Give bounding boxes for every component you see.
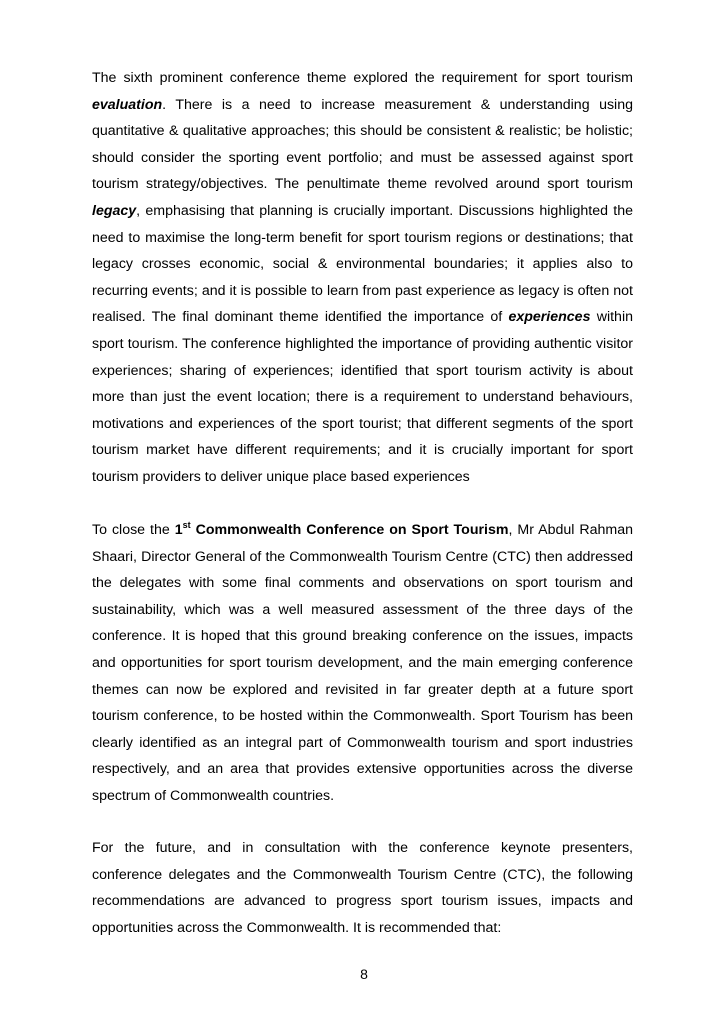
conference-name: Commonwealth Conference on Sport Tourism (190, 522, 509, 538)
text-run: . There is a need to increase measurement & understanding using quantitative & qualitative approaches; this should be consistent & realistic; be holistic; should consider the sporting event portfolio; and must be assessed against sport tourism strategy/objectives. The penultimate theme revolved around sport tourism (92, 96, 633, 193)
text-run: For the future, and in consultation with the conference keynote presenters, conference delegates and the Commonwealth Tourism Centre (CTC), the following recommendations are advanced to progress sport tourism issues, impacts and opportunities across the Commonwealth. It is recommended that: (92, 840, 633, 936)
page-number: 8 (360, 966, 368, 982)
text-run: within sport tourism. The conference highlighted the importance of providing authentic visitor experiences; sharing of experiences; identified that sport tourism activity is about more than just the event location; there is a requirement to understand behaviours, motivations and experiences of the sport tourist; that different segments of the sport tourism market have different requirements; and it is crucially important for sport tourism providers to deliver unique place based experiences (92, 309, 633, 485)
term-experiences: experiences (508, 309, 591, 326)
text-run: To close the (92, 522, 175, 538)
paragraph-themes (92, 65, 633, 491)
text-run: , emphasising that planning is crucially important. Discussions highlighted the need to maximise the long-term benefit for sport tourism regions or destinations; that legacy crosses economic, social & environmental boundaries; it applies also to recurring events; and it is possible to learn from past experience as legacy is often not realised. The final dominant theme identified the importance of (92, 202, 633, 326)
paragraph-closing (92, 517, 633, 810)
term-legacy: legacy (92, 202, 137, 219)
text-run: The sixth prominent conference theme explored the requirement for sport tourism (92, 70, 633, 86)
paragraph-recommendations (92, 835, 633, 941)
text-run: , Mr Abdul Rahman Shaari, Director General of the Commonwealth Tourism Centre (CTC) then addressed the delegates with some final comments and observations on sport tourism and sustainability, which was a well measured assessment of the three days of the conference. It is hoped that this ground breaking conference on the issues, impacts and opportunities for sport tourism development, and the main emerging conference themes can now be explored and revisited in far greater depth at a future sport tourism conference, to be hosted within the Commonwealth. Sport Tourism has been clearly identified as an integral part of Commonwealth tourism and sport industries respectively, and an area that provides extensive opportunities across the diverse spectrum of Commonwealth countries. (92, 522, 634, 804)
term-evaluation: evaluation (92, 96, 163, 113)
ordinal-suffix: st (182, 520, 191, 530)
conference-number: 1 (174, 522, 183, 538)
